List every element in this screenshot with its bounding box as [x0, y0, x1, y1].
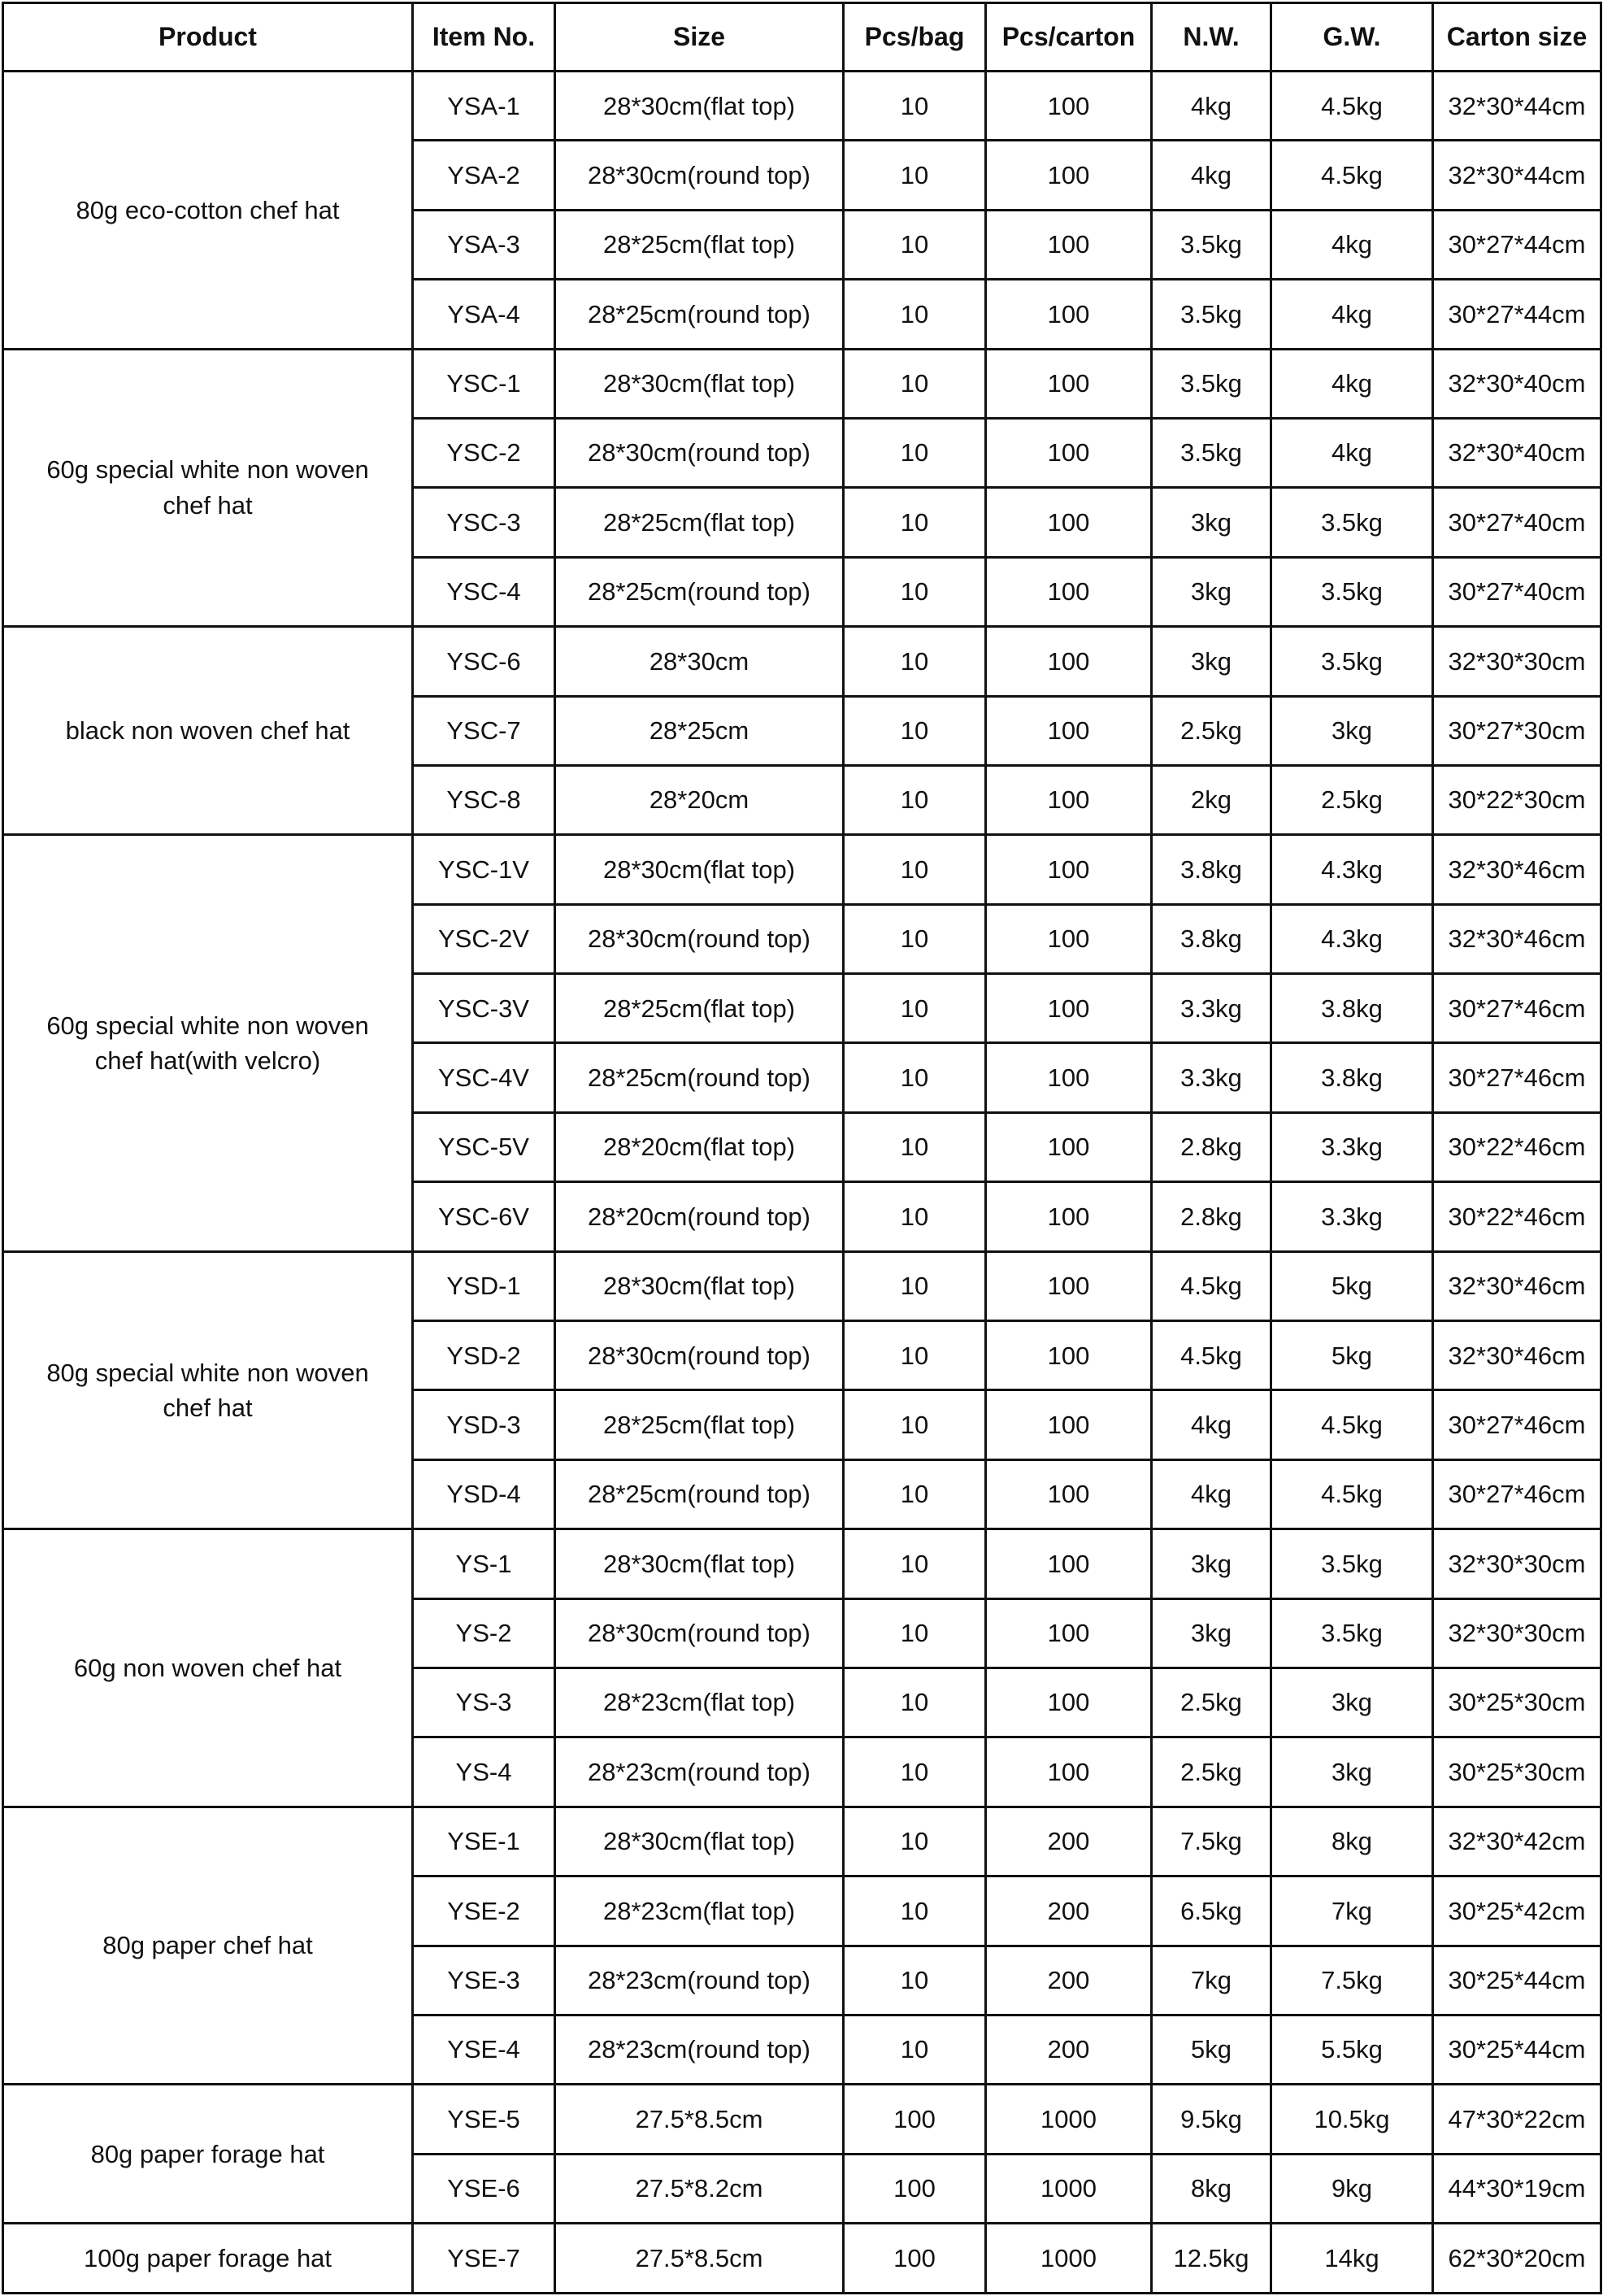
pcs-carton-cell: 100: [986, 1251, 1152, 1320]
gross-weight-cell: 3.3kg: [1271, 1112, 1433, 1181]
gross-weight-cell: 3kg: [1271, 696, 1433, 765]
size-cell: 28*30cm(flat top): [555, 1251, 844, 1320]
net-weight-cell: 3kg: [1152, 557, 1271, 626]
pcs-carton-cell: 1000: [986, 2154, 1152, 2223]
pcs-bag-cell: 10: [844, 210, 986, 279]
gross-weight-cell: 9kg: [1271, 2154, 1433, 2223]
carton-size-cell: 62*30*20cm: [1433, 2224, 1601, 2293]
carton-size-cell: 32*30*30cm: [1433, 1598, 1601, 1668]
carton-size-cell: 32*30*46cm: [1433, 835, 1601, 904]
table-row: [3, 1251, 1601, 1320]
pcs-bag-cell: 10: [844, 280, 986, 349]
net-weight-cell: 9.5kg: [1152, 2085, 1271, 2154]
net-weight-cell: 6.5kg: [1152, 1876, 1271, 1946]
size-cell: 28*23cm(round top): [555, 1946, 844, 2015]
item-no-cell: YSA-1: [413, 72, 555, 141]
table-row: [3, 2224, 1601, 2293]
gross-weight-cell: 4.5kg: [1271, 1390, 1433, 1459]
item-no-cell: YSC-4: [413, 557, 555, 626]
pcs-bag-cell: 10: [844, 765, 986, 834]
pcs-carton-cell: 200: [986, 1807, 1152, 1876]
carton-size-cell: 30*27*46cm: [1433, 1459, 1601, 1528]
size-cell: 28*23cm(round top): [555, 1737, 844, 1807]
table-row: [3, 349, 1601, 418]
carton-size-cell: 32*30*42cm: [1433, 1807, 1601, 1876]
table-body: [3, 72, 1601, 2294]
net-weight-cell: 3.8kg: [1152, 835, 1271, 904]
net-weight-cell: 5kg: [1152, 2015, 1271, 2084]
item-no-cell: YSA-4: [413, 280, 555, 349]
size-cell: 28*20cm(flat top): [555, 1112, 844, 1181]
size-cell: 28*30cm: [555, 627, 844, 696]
product-name-cell: 80g special white non woven chef hat: [3, 1251, 413, 1529]
pcs-carton-cell: 100: [986, 72, 1152, 141]
net-weight-cell: 4kg: [1152, 1459, 1271, 1528]
carton-size-cell: 32*30*30cm: [1433, 627, 1601, 696]
pcs-carton-cell: 100: [986, 210, 1152, 279]
size-cell: 28*30cm(flat top): [555, 1807, 844, 1876]
pcs-bag-cell: 10: [844, 1529, 986, 1598]
pcs-bag-cell: 10: [844, 2015, 986, 2084]
pcs-carton-cell: 100: [986, 488, 1152, 557]
size-cell: 28*30cm(round top): [555, 904, 844, 973]
size-cell: 28*25cm(round top): [555, 1459, 844, 1528]
pcs-bag-cell: 10: [844, 974, 986, 1043]
pcs-bag-cell: 10: [844, 1251, 986, 1320]
item-no-cell: YSE-3: [413, 1946, 555, 2015]
product-name-cell: black non woven chef hat: [3, 627, 413, 835]
pcs-bag-cell: 10: [844, 904, 986, 973]
gross-weight-cell: 4.3kg: [1271, 904, 1433, 973]
net-weight-cell: 3.5kg: [1152, 210, 1271, 279]
pcs-bag-cell: 10: [844, 1459, 986, 1528]
net-weight-cell: 4.5kg: [1152, 1251, 1271, 1320]
size-cell: 28*30cm(round top): [555, 418, 844, 487]
pcs-carton-cell: 100: [986, 974, 1152, 1043]
carton-size-cell: 30*25*30cm: [1433, 1737, 1601, 1807]
gross-weight-cell: 3kg: [1271, 1668, 1433, 1737]
carton-size-cell: 32*30*44cm: [1433, 141, 1601, 210]
item-no-cell: YSD-2: [413, 1321, 555, 1390]
carton-size-cell: 30*22*46cm: [1433, 1182, 1601, 1251]
pcs-bag-cell: 10: [844, 1737, 986, 1807]
pcs-bag-cell: 100: [844, 2154, 986, 2223]
table-row: [3, 72, 1601, 141]
header-item-no: Item No.: [413, 3, 555, 72]
carton-size-cell: 32*30*46cm: [1433, 1321, 1601, 1390]
pcs-carton-cell: 100: [986, 141, 1152, 210]
pcs-carton-cell: 200: [986, 2015, 1152, 2084]
net-weight-cell: 4.5kg: [1152, 1321, 1271, 1390]
item-no-cell: YSC-6V: [413, 1182, 555, 1251]
gross-weight-cell: 7kg: [1271, 1876, 1433, 1946]
carton-size-cell: 30*27*46cm: [1433, 1390, 1601, 1459]
gross-weight-cell: 4.5kg: [1271, 1459, 1433, 1528]
pcs-carton-cell: 100: [986, 835, 1152, 904]
gross-weight-cell: 4kg: [1271, 418, 1433, 487]
item-no-cell: YSC-6: [413, 627, 555, 696]
size-cell: 28*25cm(flat top): [555, 488, 844, 557]
item-no-cell: YSC-1V: [413, 835, 555, 904]
gross-weight-cell: 5kg: [1271, 1321, 1433, 1390]
item-no-cell: YS-4: [413, 1737, 555, 1807]
header-gross-weight: G.W.: [1271, 3, 1433, 72]
carton-size-cell: 32*30*40cm: [1433, 349, 1601, 418]
pcs-bag-cell: 10: [844, 1182, 986, 1251]
net-weight-cell: 3.5kg: [1152, 349, 1271, 418]
table-row: [3, 2085, 1601, 2154]
pcs-carton-cell: 100: [986, 1321, 1152, 1390]
gross-weight-cell: 4kg: [1271, 349, 1433, 418]
item-no-cell: YS-1: [413, 1529, 555, 1598]
net-weight-cell: 3.5kg: [1152, 280, 1271, 349]
size-cell: 28*25cm: [555, 696, 844, 765]
pcs-bag-cell: 10: [844, 627, 986, 696]
size-cell: 28*30cm(flat top): [555, 349, 844, 418]
size-cell: 28*30cm(flat top): [555, 835, 844, 904]
gross-weight-cell: 3.5kg: [1271, 557, 1433, 626]
pcs-bag-cell: 10: [844, 488, 986, 557]
item-no-cell: YSC-3: [413, 488, 555, 557]
size-cell: 28*30cm(round top): [555, 1598, 844, 1668]
pcs-carton-cell: 100: [986, 1390, 1152, 1459]
net-weight-cell: 7kg: [1152, 1946, 1271, 2015]
pcs-carton-cell: 100: [986, 904, 1152, 973]
pcs-bag-cell: 10: [844, 1321, 986, 1390]
carton-size-cell: 32*30*46cm: [1433, 904, 1601, 973]
pcs-bag-cell: 10: [844, 1598, 986, 1668]
table-row: [3, 1807, 1601, 1876]
carton-size-cell: 30*25*42cm: [1433, 1876, 1601, 1946]
gross-weight-cell: 3kg: [1271, 1737, 1433, 1807]
header-product: Product: [3, 3, 413, 72]
net-weight-cell: 4kg: [1152, 141, 1271, 210]
item-no-cell: YSC-1: [413, 349, 555, 418]
table-row: [3, 1529, 1601, 1598]
item-no-cell: YSE-5: [413, 2085, 555, 2154]
pcs-carton-cell: 100: [986, 1182, 1152, 1251]
item-no-cell: YSA-2: [413, 141, 555, 210]
product-name-cell: 60g special white non woven chef hat(with velcro): [3, 835, 413, 1251]
carton-size-cell: 30*27*40cm: [1433, 488, 1601, 557]
net-weight-cell: 3kg: [1152, 627, 1271, 696]
carton-size-cell: 30*25*44cm: [1433, 2015, 1601, 2084]
net-weight-cell: 2.5kg: [1152, 1668, 1271, 1737]
size-cell: 28*30cm(round top): [555, 1321, 844, 1390]
pcs-bag-cell: 10: [844, 1668, 986, 1737]
pcs-carton-cell: 100: [986, 1668, 1152, 1737]
carton-size-cell: 30*25*44cm: [1433, 1946, 1601, 2015]
size-cell: 28*20cm: [555, 765, 844, 834]
carton-size-cell: 30*27*30cm: [1433, 696, 1601, 765]
gross-weight-cell: 8kg: [1271, 1807, 1433, 1876]
size-cell: 28*25cm(flat top): [555, 1390, 844, 1459]
product-name-cell: 60g non woven chef hat: [3, 1529, 413, 1807]
pcs-carton-cell: 100: [986, 1529, 1152, 1598]
pcs-carton-cell: 200: [986, 1946, 1152, 2015]
carton-size-cell: 30*27*44cm: [1433, 210, 1601, 279]
size-cell: 28*23cm(flat top): [555, 1668, 844, 1737]
gross-weight-cell: 4.3kg: [1271, 835, 1433, 904]
gross-weight-cell: 4.5kg: [1271, 141, 1433, 210]
pcs-carton-cell: 100: [986, 696, 1152, 765]
pcs-bag-cell: 10: [844, 1807, 986, 1876]
item-no-cell: YSD-4: [413, 1459, 555, 1528]
table-row: [3, 835, 1601, 904]
product-name-cell: 80g paper chef hat: [3, 1807, 413, 2085]
size-cell: 28*25cm(round top): [555, 1043, 844, 1112]
pcs-bag-cell: 10: [844, 141, 986, 210]
item-no-cell: YS-2: [413, 1598, 555, 1668]
carton-size-cell: 32*30*30cm: [1433, 1529, 1601, 1598]
carton-size-cell: 30*27*46cm: [1433, 1043, 1601, 1112]
pcs-carton-cell: 100: [986, 280, 1152, 349]
header-pcs-bag: Pcs/bag: [844, 3, 986, 72]
size-cell: 27.5*8.5cm: [555, 2224, 844, 2293]
pcs-carton-cell: 100: [986, 1459, 1152, 1528]
gross-weight-cell: 3.5kg: [1271, 627, 1433, 696]
carton-size-cell: 30*27*44cm: [1433, 280, 1601, 349]
size-cell: 28*25cm(flat top): [555, 210, 844, 279]
net-weight-cell: 3.5kg: [1152, 418, 1271, 487]
gross-weight-cell: 4.5kg: [1271, 72, 1433, 141]
carton-size-cell: 44*30*19cm: [1433, 2154, 1601, 2223]
product-name-cell: 60g special white non woven chef hat: [3, 349, 413, 627]
item-no-cell: YSC-3V: [413, 974, 555, 1043]
size-cell: 27.5*8.2cm: [555, 2154, 844, 2223]
item-no-cell: YS-3: [413, 1668, 555, 1737]
item-no-cell: YSE-2: [413, 1876, 555, 1946]
product-name-cell: 80g eco-cotton chef hat: [3, 72, 413, 350]
pcs-bag-cell: 10: [844, 1946, 986, 2015]
pcs-bag-cell: 10: [844, 418, 986, 487]
pcs-bag-cell: 100: [844, 2224, 986, 2293]
gross-weight-cell: 3.5kg: [1271, 1598, 1433, 1668]
net-weight-cell: 3kg: [1152, 1598, 1271, 1668]
size-cell: 28*20cm(round top): [555, 1182, 844, 1251]
gross-weight-cell: 5.5kg: [1271, 2015, 1433, 2084]
gross-weight-cell: 3.8kg: [1271, 974, 1433, 1043]
pcs-bag-cell: 10: [844, 1876, 986, 1946]
gross-weight-cell: 7.5kg: [1271, 1946, 1433, 2015]
size-cell: 28*30cm(flat top): [555, 72, 844, 141]
size-cell: 28*30cm(flat top): [555, 1529, 844, 1598]
item-no-cell: YSC-2V: [413, 904, 555, 973]
pcs-carton-cell: 100: [986, 557, 1152, 626]
product-name-cell: 80g paper forage hat: [3, 2085, 413, 2224]
item-no-cell: YSC-4V: [413, 1043, 555, 1112]
net-weight-cell: 3.3kg: [1152, 1043, 1271, 1112]
carton-size-cell: 32*30*46cm: [1433, 1251, 1601, 1320]
header-net-weight: N.W.: [1152, 3, 1271, 72]
gross-weight-cell: 4kg: [1271, 280, 1433, 349]
carton-size-cell: 30*27*46cm: [1433, 974, 1601, 1043]
pcs-carton-cell: 100: [986, 349, 1152, 418]
gross-weight-cell: 2.5kg: [1271, 765, 1433, 834]
net-weight-cell: 3kg: [1152, 1529, 1271, 1598]
pcs-bag-cell: 10: [844, 72, 986, 141]
gross-weight-cell: 10.5kg: [1271, 2085, 1433, 2154]
gross-weight-cell: 3.8kg: [1271, 1043, 1433, 1112]
pcs-carton-cell: 1000: [986, 2085, 1152, 2154]
pcs-carton-cell: 200: [986, 1876, 1152, 1946]
size-cell: 28*23cm(flat top): [555, 1876, 844, 1946]
net-weight-cell: 4kg: [1152, 72, 1271, 141]
pcs-carton-cell: 1000: [986, 2224, 1152, 2293]
pcs-carton-cell: 100: [986, 1598, 1152, 1668]
header-carton-size: Carton size: [1433, 3, 1601, 72]
pcs-carton-cell: 100: [986, 627, 1152, 696]
pcs-bag-cell: 10: [844, 1390, 986, 1459]
net-weight-cell: 7.5kg: [1152, 1807, 1271, 1876]
carton-size-cell: 30*22*30cm: [1433, 765, 1601, 834]
size-cell: 28*25cm(round top): [555, 557, 844, 626]
pcs-bag-cell: 10: [844, 835, 986, 904]
pcs-bag-cell: 10: [844, 696, 986, 765]
item-no-cell: YSC-7: [413, 696, 555, 765]
item-no-cell: YSE-1: [413, 1807, 555, 1876]
item-no-cell: YSC-8: [413, 765, 555, 834]
net-weight-cell: 12.5kg: [1152, 2224, 1271, 2293]
net-weight-cell: 3.8kg: [1152, 904, 1271, 973]
item-no-cell: YSA-3: [413, 210, 555, 279]
net-weight-cell: 2kg: [1152, 765, 1271, 834]
pcs-carton-cell: 100: [986, 418, 1152, 487]
header-size: Size: [555, 3, 844, 72]
pcs-carton-cell: 100: [986, 1043, 1152, 1112]
gross-weight-cell: 3.3kg: [1271, 1182, 1433, 1251]
carton-size-cell: 32*30*40cm: [1433, 418, 1601, 487]
net-weight-cell: 8kg: [1152, 2154, 1271, 2223]
item-no-cell: YSC-2: [413, 418, 555, 487]
pcs-carton-cell: 100: [986, 1112, 1152, 1181]
gross-weight-cell: 14kg: [1271, 2224, 1433, 2293]
gross-weight-cell: 4kg: [1271, 210, 1433, 279]
size-cell: 28*23cm(round top): [555, 2015, 844, 2084]
net-weight-cell: 4kg: [1152, 1390, 1271, 1459]
net-weight-cell: 3.3kg: [1152, 974, 1271, 1043]
pcs-bag-cell: 10: [844, 1112, 986, 1181]
pcs-bag-cell: 100: [844, 2085, 986, 2154]
pcs-bag-cell: 10: [844, 349, 986, 418]
net-weight-cell: 2.8kg: [1152, 1182, 1271, 1251]
header-pcs-carton: Pcs/carton: [986, 3, 1152, 72]
pcs-carton-cell: 100: [986, 765, 1152, 834]
size-cell: 28*30cm(round top): [555, 141, 844, 210]
net-weight-cell: 2.8kg: [1152, 1112, 1271, 1181]
net-weight-cell: 2.5kg: [1152, 1737, 1271, 1807]
carton-size-cell: 32*30*44cm: [1433, 72, 1601, 141]
item-no-cell: YSE-7: [413, 2224, 555, 2293]
gross-weight-cell: 5kg: [1271, 1251, 1433, 1320]
item-no-cell: YSD-1: [413, 1251, 555, 1320]
product-spec-table: [2, 2, 1602, 2294]
item-no-cell: YSE-6: [413, 2154, 555, 2223]
net-weight-cell: 2.5kg: [1152, 696, 1271, 765]
size-cell: 28*25cm(flat top): [555, 974, 844, 1043]
size-cell: 27.5*8.5cm: [555, 2085, 844, 2154]
table-row: [3, 627, 1601, 696]
item-no-cell: YSC-5V: [413, 1112, 555, 1181]
carton-size-cell: 30*27*40cm: [1433, 557, 1601, 626]
item-no-cell: YSD-3: [413, 1390, 555, 1459]
product-name-cell: 100g paper forage hat: [3, 2224, 413, 2293]
carton-size-cell: 30*22*46cm: [1433, 1112, 1601, 1181]
pcs-bag-cell: 10: [844, 1043, 986, 1112]
header-row: [3, 3, 1601, 72]
pcs-carton-cell: 100: [986, 1737, 1152, 1807]
carton-size-cell: 47*30*22cm: [1433, 2085, 1601, 2154]
carton-size-cell: 30*25*30cm: [1433, 1668, 1601, 1737]
net-weight-cell: 3kg: [1152, 488, 1271, 557]
pcs-bag-cell: 10: [844, 557, 986, 626]
gross-weight-cell: 3.5kg: [1271, 488, 1433, 557]
size-cell: 28*25cm(round top): [555, 280, 844, 349]
item-no-cell: YSE-4: [413, 2015, 555, 2084]
gross-weight-cell: 3.5kg: [1271, 1529, 1433, 1598]
